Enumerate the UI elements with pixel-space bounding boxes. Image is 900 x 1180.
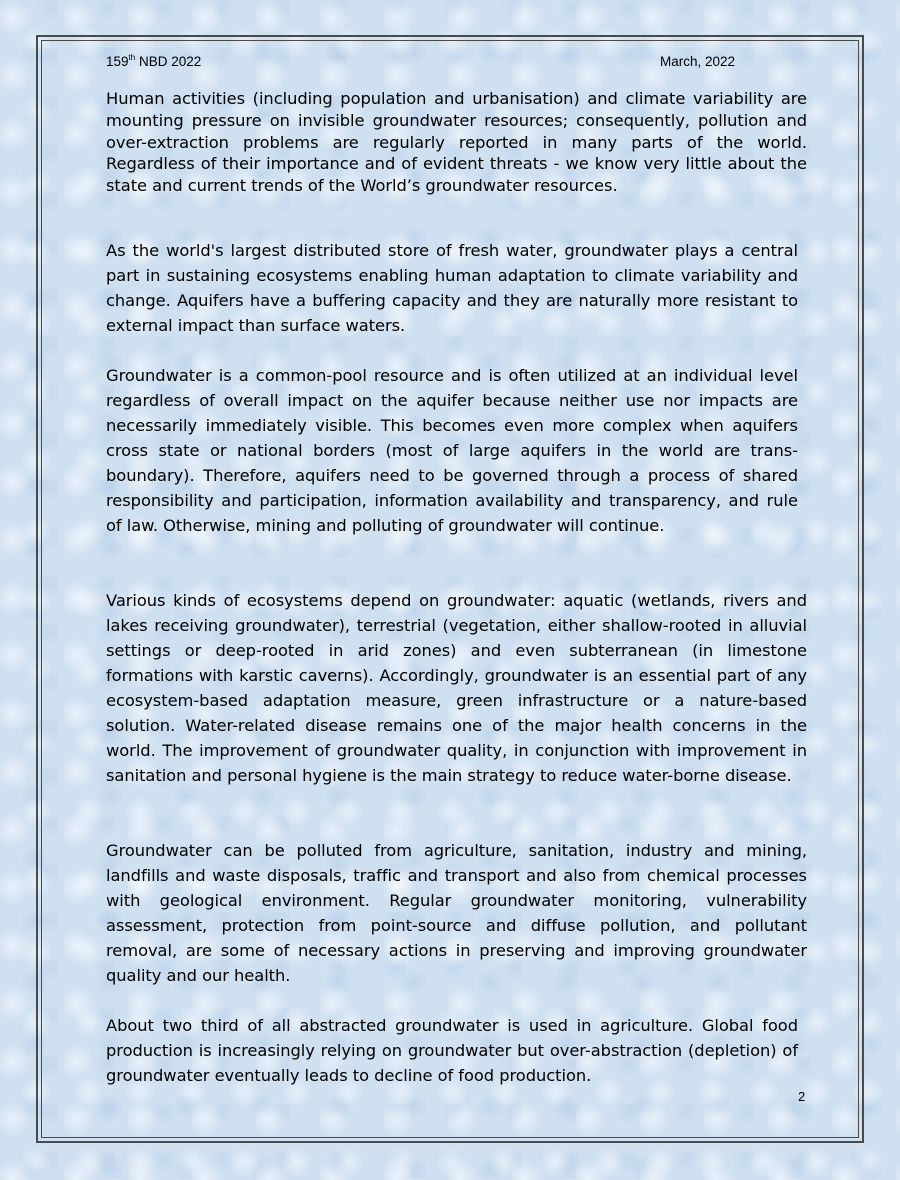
paragraph-fresh-water-store: As the world's largest distributed store of fresh water, groundwater plays a central part in sustaining ecosystems enabling human adaptation to climate variability and change. Aquifers have a buffering capacity and they are naturally more resistant to external impact than surface waters.: [106, 241, 798, 335]
paragraph-human-activities: Human activities (including population and urbanisation) and climate variability are mounting pressure on invisible groundwater resources; consequently, pollution and over-extraction problems are regularly reported in many parts of the world. Regardless of their importance and of evident threats - we know very little about the state and current trends of the World’s groundwater resources.: [106, 89, 807, 196]
paragraph-pollution: Groundwater can be polluted from agriculture, sanitation, industry and mining, landfills and waste disposals, traffic and transport and also from chemical processes with geological environment. Regular groundwater monitoring, vulnerability assessment, protection from point-source and diffuse pollution, and pollutant removal, are some of necessary actions in preserving and improving groundwater quality and our health.: [106, 841, 807, 985]
paragraph-agriculture: About two third of all abstracted groundwater is used in agriculture. Global food production is increasingly relying on groundwater but over-abstraction (depletion) of groundwater eventually leads to decline of food production.: [106, 1016, 798, 1085]
edition-label: NBD 2022: [135, 54, 202, 69]
edition-header: [106, 54, 201, 70]
issue-date: March, 2022: [660, 54, 736, 69]
paragraph-common-pool-resource: Groundwater is a common-pool resource and is often utilized at an individual level regardless of overall impact on the aquifer because neither use nor impacts are necessarily immediately visible. This becomes even more complex when aquifers cross state or national borders (most of large aquifers in the world are trans-boundary). Therefore, aquifers need to be governed through a process of shared responsibility and participation, information availability and transparency, and rule of law. Otherwise, mining and polluting of groundwater will continue.: [106, 366, 798, 535]
edition-ordinal-suffix: th: [128, 53, 136, 62]
edition-number: 159: [106, 54, 129, 69]
paragraph-ecosystems: Various kinds of ecosystems depend on groundwater: aquatic (wetlands, rivers and lakes receiving groundwater), terrestrial (vegetation, either shallow-rooted in alluvial settings or deep-rooted in arid zones) and even subterranean (in limestone formations with karstic caverns). Accordingly, groundwater is an essential part of any ecosystem-based adaptation measure, green infrastructure or a nature-based solution. Water-related disease remains one of the major health concerns in the world. The improvement of groundwater quality, in conjunction with improvement in sanitation and personal hygiene is the main strategy to reduce water-borne disease.: [106, 591, 807, 785]
page-number: 2: [798, 1089, 806, 1104]
